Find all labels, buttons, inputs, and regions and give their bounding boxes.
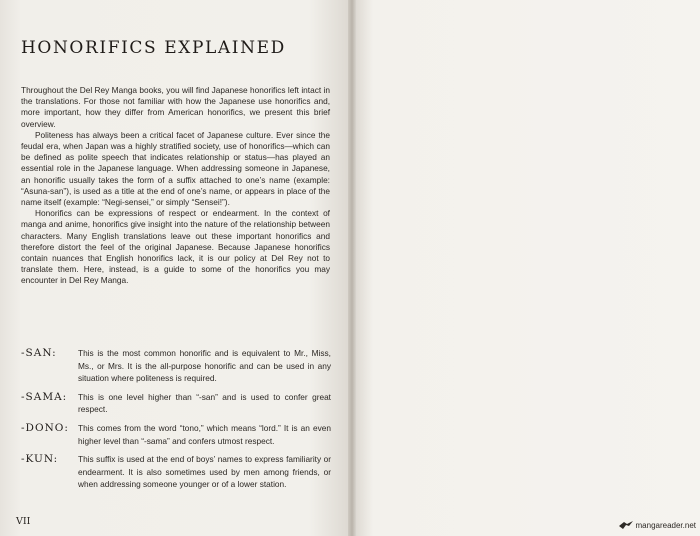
honorific-entry-kun	[21, 453, 331, 491]
honorific-entry-sama	[21, 391, 331, 416]
intro-paragraph: Throughout the Del Rey Manga books, you will find Japanese honorifics left intact in the translations. For those not familiar with how the Japanese use honorifics and, more important, how they differ from American honorifics, we present this brief overview.	[21, 85, 330, 129]
intro-paragraph: Politeness has always been a critical facet of Japanese culture. Ever since the feudal era, when Japan was a highly stratified society, use of honorifics—which can be defined as polite speech that indicates relationship or status—has played an essential role in the Japanese language. When addressing someone in Japanese, an honorific usually takes the form of a suffix attached to one’s name (example: “Asuna-san”), is used as a title at the end of one’s name, or appears in place of the name itself (example: “Negi-sensei,” or simply “Sensei!”).	[21, 129, 330, 208]
site-watermark	[618, 520, 697, 530]
honorific-definition: This is one level higher than “-san” and is used to confer great respect.	[78, 391, 331, 415]
intro-paragraph: Honorifics can be expressions of respect or endearment. In the context of manga and anime, honorifics give insight into the nature of the relationship between characters. Many English translations leave out these important honorifics and therefore distort the feel of the original Japanese. Because Japanese honorifics contain nuances that English honorifics lack, it is our policy at Del Rey not to translate them. Here, instead, is a guide to some of the honorifics you may encounter in Del Rey Manga.	[21, 208, 330, 286]
honorific-term: -KUN:	[21, 453, 59, 466]
bird-logo-icon	[618, 520, 634, 530]
honorific-list	[21, 347, 331, 497]
book-gutter	[348, 0, 356, 536]
right-page	[356, 0, 700, 536]
page-title: HONORIFICS EXPLAINED	[21, 38, 286, 58]
intro-text	[21, 85, 330, 287]
honorific-term: -DONO:	[21, 421, 69, 434]
watermark-text: mangareader.net	[635, 520, 696, 530]
honorific-term: -SAN:	[21, 347, 57, 359]
honorific-term: -SAMA:	[21, 390, 68, 403]
page-number: VII	[16, 516, 31, 527]
honorific-definition: This suffix is used at the end of boys’ names to express familiarity or endearment. It is also sometimes used by men among friends, or when addressing someone younger or of a lower station.	[78, 454, 331, 490]
honorific-definition: This comes from the word “tono,” which means “lord.” It is an even higher level than “-sama” and confers utmost respect.	[78, 422, 331, 446]
honorific-entry-dono	[21, 422, 331, 447]
honorific-entry-san	[21, 347, 331, 385]
honorific-definition: This is the most common honorific and is equivalent to Mr., Miss, Ms., or Mrs. It is the all-purpose honorific and can be used in any situation where politeness is required.	[78, 348, 331, 384]
